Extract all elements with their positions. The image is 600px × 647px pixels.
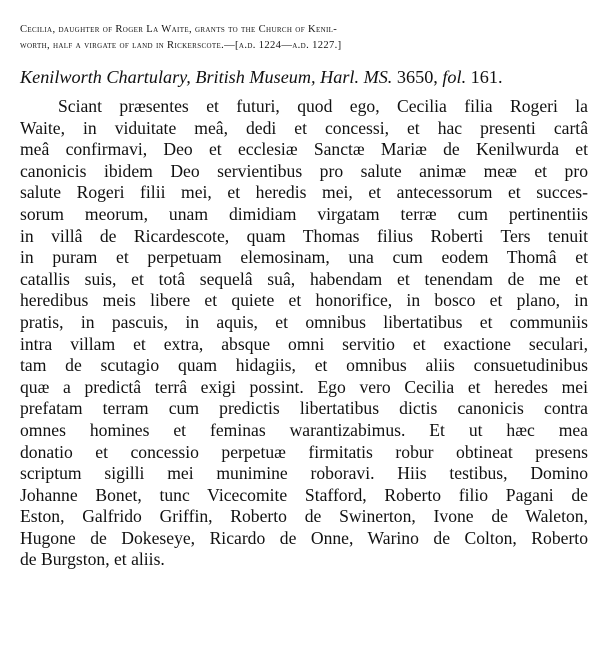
text-line: tam de scutagio quam hidagiis, et omnibus aliis consuetudinibus [20,355,588,376]
text-line: meâ confirmavi, Deo et ecclesiæ Sanctæ Mariæ de Kenilwurda et [20,139,588,160]
text-line: in villâ de Ricardescote, quam Thomas filius Roberti Ters tenuit [20,225,588,246]
text-line: Johanne Bonet, tunc Vicecomite Stafford, Roberto filio Pagani de [20,484,588,505]
citation-source: Kenilworth Chartulary, British Museum, Harl. MS. [20,67,393,87]
text-line: omnes homines et feminas warantizabimus. Et ut hæc mea [20,419,588,440]
text-line: Sciant præsentes et futuri, quod ego, Cecilia filia Rogeri la [58,96,588,116]
text-line: sorum meorum, unam dimidiam virgatam terræ cum pertinentiis [20,203,588,224]
text-line: Hugone de Dokeseye, Ricardo de Onne, Warino de Colton, Roberto [20,527,588,548]
charter-text [20,96,588,571]
text-line: scriptum sigilli mei munimine roboravi. Hiis testibus, Domino [20,463,588,484]
text-line: salute Rogeri filii mei, et heredis mei, et antecessorum et succes- [20,182,588,203]
text-line: de Burgston, et aliis. [20,549,165,570]
text-line: catallis suis, et totâ sequelâ suâ, habendam et tenendam de me et [20,268,588,289]
text-line: canonicis ibidem Deo servientibus pro salute animæ meæ et pro [20,160,588,181]
text-line: quæ a predictâ terrâ exigi possint. Ego vero Cecilia et heredes mei [20,376,588,397]
text-line: prefatam terram cum predictis libertatibus dictis canonicis contra [20,398,588,419]
text-line: pratis, in pascuis, in aquis, et omnibus libertatibus et communiis [20,311,588,332]
heading-line-1: Cecilia, daughter of Roger La Waite, grants to the Church of Kenil- [20,24,338,35]
text-line: donatio et concessio perpetuæ firmitatis robur obtineat presens [20,441,588,462]
citation-number: 3650, [396,67,438,87]
text-line: heredibus meis libere et quiete et honorifice, in bosco et plano, in [20,290,588,311]
text-line: intra villam et extra, absque omni servitio et exactione seculari, [20,333,588,354]
citation-folio-label: fol. [442,67,467,87]
text-line: Eston, Galfrido Griffin, Roberto de Swinerton, Ivone de Waleton, [20,506,588,527]
text-line: in puram et perpetuam elemosinam, una cum eodem Thomâ et [20,247,588,268]
heading-line-2: worth, half a virgate of land in Rickerscote.—[a.d. 1224—a.d. 1227.] [20,40,342,51]
text-line: Waite, in viduitate meâ, dedi et concessi, et hac presenti cartâ [20,117,588,138]
source-citation [20,66,588,88]
citation-folio-number: 161. [470,67,503,87]
charter-heading [20,22,588,54]
